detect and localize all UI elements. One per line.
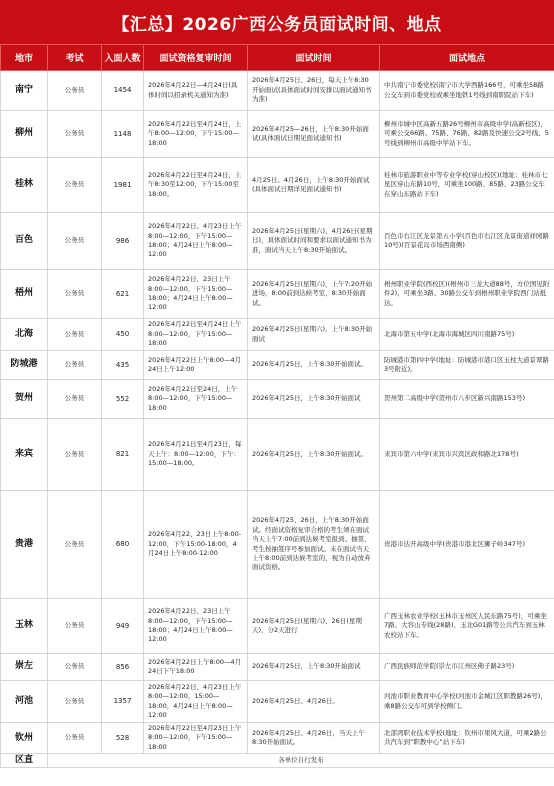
- city-cell: 崇左: [1, 654, 48, 681]
- exam-cell: 公务员: [48, 351, 102, 380]
- header-location: 面试地点: [380, 45, 554, 71]
- count-cell: 986: [102, 213, 144, 270]
- location-cell: 梧州职业学院(西校区)(梧州市三龙大道88号，方位图见附件2)，可乘坐3路、30路公交车到梧州职业学院西门站抵达。: [380, 270, 554, 319]
- interview-cell: 2026年4月25日、26日，每天上午8:30开始面试(具体面试时间安排以面试通知书为准): [248, 71, 380, 111]
- location-cell: 中共南宁市委党校(南宁市大学西路166号，可乘坐58路公交车到市委党校或乘坐地铁1号线到南职院站下车): [380, 71, 554, 111]
- count-cell: 1357: [102, 681, 144, 723]
- location-cell: 北海市第五中学(北海市海城区四川南路75号): [380, 319, 554, 351]
- exam-cell: 公务员: [48, 723, 102, 754]
- count-cell: 528: [102, 723, 144, 754]
- review-cell: 2026年4月22日上午8:00—4月24日下午18:00: [144, 654, 248, 681]
- exam-cell: 公务员: [48, 158, 102, 213]
- location-cell: 广西玉林农业学校(玉林市玉州区人民东路75号)，可乘坐7路、大容山专线(28路)、玉北G01路等公共汽车到玉林农校站下车。: [380, 599, 554, 654]
- city-cell: 玉林: [1, 599, 48, 654]
- note-cell: 各单位自行发布: [48, 754, 554, 768]
- interview-cell: 2026年4月25日、4月26日。: [248, 681, 380, 723]
- location-cell: 贺州第二高级中学(贺州市八步区新兴南路153号): [380, 380, 554, 419]
- interview-cell: 2026年4月25、26日，上午8:30开始面试。经面试资格复审合格的考生须在面试当天上午7:00前到达候考室报到、抽签，考生按抽签序号参加面试。未在面试当天上午8:00前到达候考室的，视为自动放弃面试资格。: [248, 491, 380, 599]
- exam-cell: 公务员: [48, 213, 102, 270]
- exam-cell: 公务员: [48, 319, 102, 351]
- review-cell: 2026年4月22日、23日上午8:00—12:00，下午15:00—18:00；4月24日上午8:00—12:00: [144, 270, 248, 319]
- table-row: [1, 380, 554, 419]
- table-row: [1, 419, 554, 491]
- table-row: [1, 599, 554, 654]
- count-cell: 949: [102, 599, 144, 654]
- table-row: [1, 111, 554, 158]
- city-cell: 南宁: [1, 71, 48, 111]
- city-cell: 贵港: [1, 491, 48, 599]
- city-cell: 柳州: [1, 111, 48, 158]
- count-cell: 821: [102, 419, 144, 491]
- exam-cell: 公务员: [48, 599, 102, 654]
- interview-cell: 2026年4月25—26日，上午8:30开始面试(具体面试日期见面试通知书): [248, 111, 380, 158]
- interview-cell: 2026年4月25日(星期六)，上午7:20开始进场，8:00前到达候考室，8:30开始面试。: [248, 270, 380, 319]
- review-cell: 2026年4月22日至4月24日上午8:00—12:00，下午15:00—18:00: [144, 319, 248, 351]
- city-cell: 河池: [1, 681, 48, 723]
- table-row: [1, 71, 554, 111]
- location-cell: 贵港市达开高级中学(贵港市港北区狮子岭347号): [380, 491, 554, 599]
- review-cell: 2026年4月22日至4月23日上午8:00—12:00，下午15:00—18:00: [144, 723, 248, 754]
- exam-cell: 公务员: [48, 491, 102, 599]
- interview-cell: 4月25日、4月26日，上午8:30开始面试(具体面试日期详见面试通知书): [248, 158, 380, 213]
- exam-cell: 公务员: [48, 71, 102, 111]
- location-cell: 百色市右江区龙景第五小学(百色市右江区龙景街道祥园路10号)(百景花岛市场西南侧): [380, 213, 554, 270]
- location-cell: 北部湾职业技术学校(地址：钦州市果风大道，可乘2路公共汽车到“职教中心”站下车): [380, 723, 554, 754]
- table-row: [1, 754, 554, 768]
- review-cell: 2026年4月22日至4月24日，上午8:00—12:00，下午15:00—18:00: [144, 111, 248, 158]
- header-city: 地市: [1, 45, 48, 71]
- exam-cell: 公务员: [48, 419, 102, 491]
- interview-cell: 2026年4月25日，上午8:30开始面试: [248, 380, 380, 419]
- location-cell: 桂林市旅游职业中等专业学校(穿山校区)(地址：桂林市七星区穿山东路10号，可乘坐100路、85路、23路公交车在穿山东路站下车): [380, 158, 554, 213]
- header-interview-time: 面试时间: [248, 45, 380, 71]
- table-row: [1, 723, 554, 754]
- review-cell: 2026年4月22日至24日，上午8:00—12:00，下午15:00—18:00: [144, 380, 248, 419]
- count-cell: 680: [102, 491, 144, 599]
- schedule-table: [0, 44, 554, 768]
- city-cell: 北海: [1, 319, 48, 351]
- location-cell: 广西民族师范学院(崇左市江州区佛子路23号): [380, 654, 554, 681]
- city-cell: 贺州: [1, 380, 48, 419]
- table-row: [1, 270, 554, 319]
- exam-cell: 公务员: [48, 654, 102, 681]
- exam-cell: 公务员: [48, 380, 102, 419]
- review-cell: 2026年4月21日至4月23日，每天上午：8:00—12:00，下午：15:00—18:00。: [144, 419, 248, 491]
- header-review-time: 面试资格复审时间: [144, 45, 248, 71]
- table-row: [1, 351, 554, 380]
- table-row: [1, 319, 554, 351]
- review-cell: 2026年4月22、23日上午8:00-12:00，下午15:00-18:00，4月24日上午8:00-12:00: [144, 491, 248, 599]
- review-cell: 2026年4月22日—4月24日(具体时间以招录机关通知为准): [144, 71, 248, 111]
- review-cell: 2026年4月22日上午8:00—4月24日上午12:00: [144, 351, 248, 380]
- location-cell: 河池市职业教育中心学校(河池市金城江区职教路26号)，乘8路公交车可到学校侧门。: [380, 681, 554, 723]
- city-cell: 防城港: [1, 351, 48, 380]
- count-cell: 856: [102, 654, 144, 681]
- city-cell: 区直: [1, 754, 48, 768]
- header-exam: 考试: [48, 45, 102, 71]
- interview-cell: 2026年4月25日(星期六)、26日(星期天)，分2天进行: [248, 599, 380, 654]
- count-cell: 435: [102, 351, 144, 380]
- table-row: [1, 158, 554, 213]
- review-cell: 2026年4月22日至4月24日，上午8:30至12:00，下午15:00至18:00。: [144, 158, 248, 213]
- interview-cell: 2026年4月25日、4月26日，当天上午8:30开始面试。: [248, 723, 380, 754]
- location-cell: 来宾市第六中学(来宾市兴宾区政和路北178号): [380, 419, 554, 491]
- location-cell: 防城港市第四中学(地址：防城港市港口区玉柱大道景翠路3号附近)。: [380, 351, 554, 380]
- review-cell: 2026年4月22日、23日上午8:00—12:00，下午15:00—18:00；4月24日上午8:00—12:00: [144, 599, 248, 654]
- count-cell: 621: [102, 270, 144, 319]
- page-title: 【汇总】2026广西公务员面试时间、地点: [0, 0, 554, 44]
- header-count: 入面人数: [102, 45, 144, 71]
- count-cell: 552: [102, 380, 144, 419]
- exam-cell: 公务员: [48, 111, 102, 158]
- exam-cell: 公务员: [48, 681, 102, 723]
- interview-cell: 2026年4月25日(星期六)、4月26日(星期日)，具体面试时间和要求以面试通知书为准，面试当天上午8:30开始面试。: [248, 213, 380, 270]
- interview-cell: 2026年4月25日，上午8:30开始面试。: [248, 351, 380, 380]
- review-cell: 2026年4月22日、4月23日上午8:00—12:00，15:00—18:00，4月24日上午8:00—12:00: [144, 681, 248, 723]
- city-cell: 来宾: [1, 419, 48, 491]
- interview-cell: 2026年4月25日，上午8:30开始面试: [248, 654, 380, 681]
- exam-cell: 公务员: [48, 270, 102, 319]
- count-cell: 450: [102, 319, 144, 351]
- table-row: [1, 654, 554, 681]
- table-row: [1, 491, 554, 599]
- interview-cell: 2026年4月25日(星期六)，上午8:30开始面试: [248, 319, 380, 351]
- location-cell: 柳州市城中区高新五路26号柳州市高级中学(高新校区)，可乘公交66路、75路、76路、82路及快速公交2号线、5号线到柳州市高级中学站下车。: [380, 111, 554, 158]
- interview-cell: 2026年4月25日，上午8:30开始面试。: [248, 419, 380, 491]
- table-row: [1, 213, 554, 270]
- review-cell: 2026年4月22日、4月23日上午8:00—12:00，下午15:00—18:00；4月24日上午8:00—12:00: [144, 213, 248, 270]
- count-cell: 1981: [102, 158, 144, 213]
- city-cell: 百色: [1, 213, 48, 270]
- table-row: [1, 681, 554, 723]
- table-header-row: [1, 45, 554, 71]
- city-cell: 梧州: [1, 270, 48, 319]
- count-cell: 1148: [102, 111, 144, 158]
- city-cell: 钦州: [1, 723, 48, 754]
- city-cell: 桂林: [1, 158, 48, 213]
- count-cell: 1454: [102, 71, 144, 111]
